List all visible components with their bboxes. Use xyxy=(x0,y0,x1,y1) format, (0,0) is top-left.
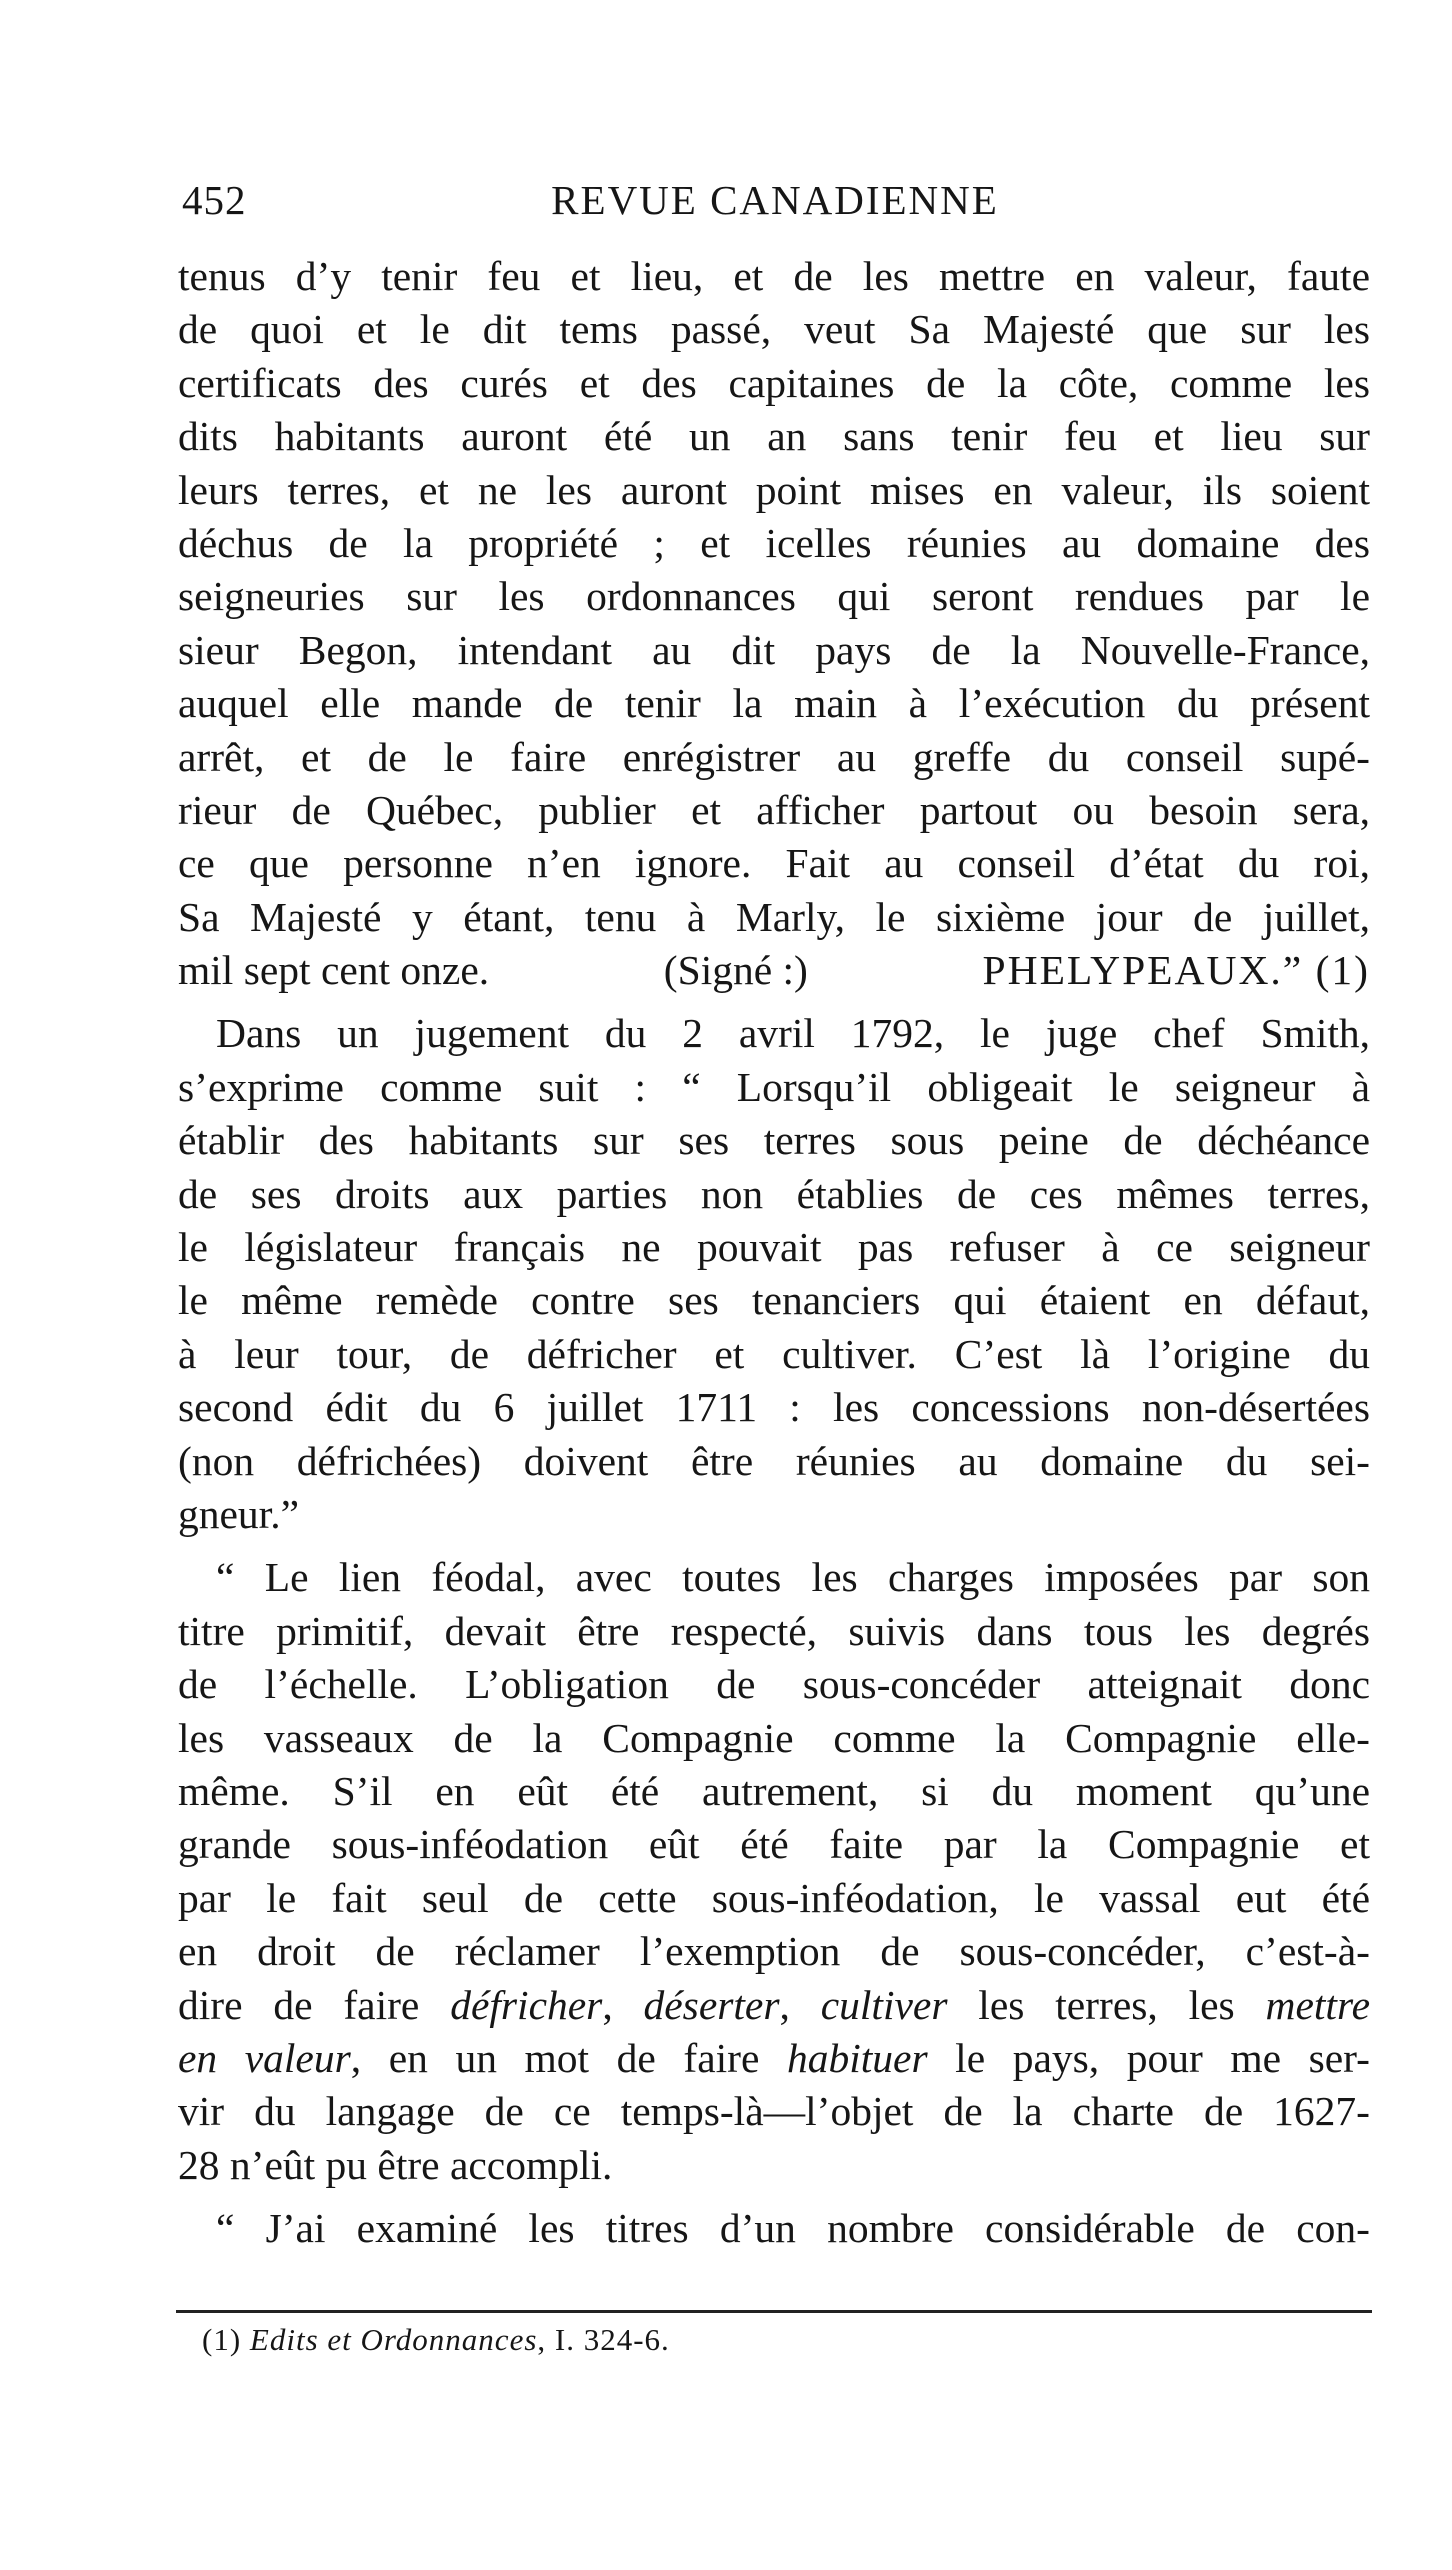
italic-term: cultiver xyxy=(820,1981,948,2028)
text-line: “ J’ai examiné les titres d’un nombre considérable de con- xyxy=(216,2205,1370,2252)
paragraph-judgment-smith xyxy=(178,1007,1370,1541)
paragraph-feudal-bond xyxy=(178,1551,1370,2192)
text-line: s’exprime comme suit : “ Lorsqu’il obligeait le seigneur à xyxy=(178,1063,1370,1110)
text-line: leurs terres, et ne les auront point mises en valeur, ils soient xyxy=(178,466,1370,513)
text-line: “ Le lien féodal, avec toutes les charges imposées par son xyxy=(216,1554,1370,1601)
paragraph-titles-examined xyxy=(178,2202,1370,2255)
text-line: gneur.” xyxy=(178,1490,299,1537)
text-line: même. S’il en eût été autrement, si du moment qu’une xyxy=(178,1767,1370,1814)
text-line: auquel elle mande de tenir la main à l’exécution du présent xyxy=(178,680,1370,727)
signature-line xyxy=(178,944,1370,997)
signed-label: (Signé :) xyxy=(663,947,808,994)
text-line: vir du langage de ce temps-là—l’objet de la charte de 1627- xyxy=(178,2088,1370,2135)
running-title: REVUE CANADIENNE xyxy=(551,177,999,223)
text-run: les terres, les xyxy=(947,1981,1266,2028)
footnote-marker: (1) xyxy=(202,2322,250,2357)
text-line-with-italics xyxy=(178,2032,1370,2085)
text-line: tenus d’y tenir feu et lieu, et de les mettre en valeur, faute xyxy=(178,253,1370,299)
footnote-reference: , I. 324-6. xyxy=(537,2322,670,2357)
text-line: le législateur français ne pouvait pas refuser à ce seigneur xyxy=(178,1224,1370,1271)
footnote-rule xyxy=(176,2310,1372,2313)
text-line: en droit de réclamer l’exemption de sous-concéder, c’est-à- xyxy=(178,1928,1370,1975)
text-line-with-italics xyxy=(178,1979,1370,2032)
text-run: dire de faire xyxy=(178,1981,451,2028)
text-run: , xyxy=(602,1981,644,2028)
text-line: de l’échelle. L’obligation de sous-concéder atteignait donc xyxy=(178,1661,1370,1708)
footnote-source: Edits et Ordonnances xyxy=(249,2322,538,2357)
text-line: seigneuries sur les ordonnances qui seront rendues par le xyxy=(178,573,1370,620)
italic-term: en valeur xyxy=(178,2034,351,2081)
text-line: dits habitants auront été un an sans tenir feu et lieu sur xyxy=(178,413,1370,460)
italic-term: déserter xyxy=(643,1981,780,2028)
body-text xyxy=(178,250,1370,2255)
text-line: à leur tour, de défricher et cultiver. C’est là l’origine du xyxy=(178,1330,1370,1377)
text-line: certificats des curés et des capitaines de la côte, comme les xyxy=(178,359,1370,406)
text-run: , en un mot de faire xyxy=(350,2034,787,2081)
text-line: les vasseaux de la Compagnie comme la Compagnie elle- xyxy=(178,1714,1370,1761)
text-line: Dans un jugement du 2 avril 1792, le juge chef Smith, xyxy=(216,1010,1370,1057)
text-line: Sa Majesté y étant, tenu à Marly, le sixième jour de juillet, xyxy=(178,893,1370,940)
text-line: sieur Begon, intendant au dit pays de la Nouvelle-France, xyxy=(178,626,1370,673)
page-number: 452 xyxy=(182,177,247,223)
text-line: par le fait seul de cette sous-inféodation, le vassal eut été xyxy=(178,1874,1370,1921)
text-line: 28 n’eût pu être accompli. xyxy=(178,2141,613,2188)
italic-term: défricher xyxy=(450,1981,603,2028)
footnote xyxy=(202,2322,670,2358)
text-line: titre primitif, devait être respecté, suivis dans tous les degrés xyxy=(178,1607,1370,1654)
text-line: déchus de la propriété ; et icelles réunies au domaine des xyxy=(178,519,1370,566)
text-line: de ses droits aux parties non établies de ces mêmes terres, xyxy=(178,1170,1370,1217)
text-line: second édit du 6 juillet 1711 : les concessions non-désertées xyxy=(178,1384,1370,1431)
text-run: le pays, pour me ser- xyxy=(927,2034,1370,2081)
text-line: grande sous-inféodation eût été faite par la Compagnie et xyxy=(178,1821,1370,1868)
text-line: le même remède contre ses tenanciers qui étaient en défaut, xyxy=(178,1277,1370,1324)
text-line: rieur de Québec, publier et afficher partout ou besoin sera, xyxy=(178,786,1370,833)
date-text: mil sept cent onze. xyxy=(178,947,490,994)
text-line: de quoi et le dit tems passé, veut Sa Majesté que sur les xyxy=(178,306,1370,353)
signatory-name: PHELYPEAUX.” (1) xyxy=(982,947,1370,994)
paragraph-edict-quote xyxy=(178,250,1370,997)
italic-term: mettre xyxy=(1265,1981,1370,2028)
text-run: , xyxy=(779,1981,821,2028)
text-line: (non défrichées) doivent être réunies au domaine du sei- xyxy=(178,1437,1370,1484)
running-header xyxy=(182,176,1368,236)
text-line: ce que personne n’en ignore. Fait au conseil d’état du roi, xyxy=(178,840,1370,887)
text-line: arrêt, et de le faire enrégistrer au greffe du conseil supé- xyxy=(178,733,1370,780)
text-line: établir des habitants sur ses terres sous peine de déchéance xyxy=(178,1117,1370,1164)
italic-term: habituer xyxy=(786,2034,928,2081)
